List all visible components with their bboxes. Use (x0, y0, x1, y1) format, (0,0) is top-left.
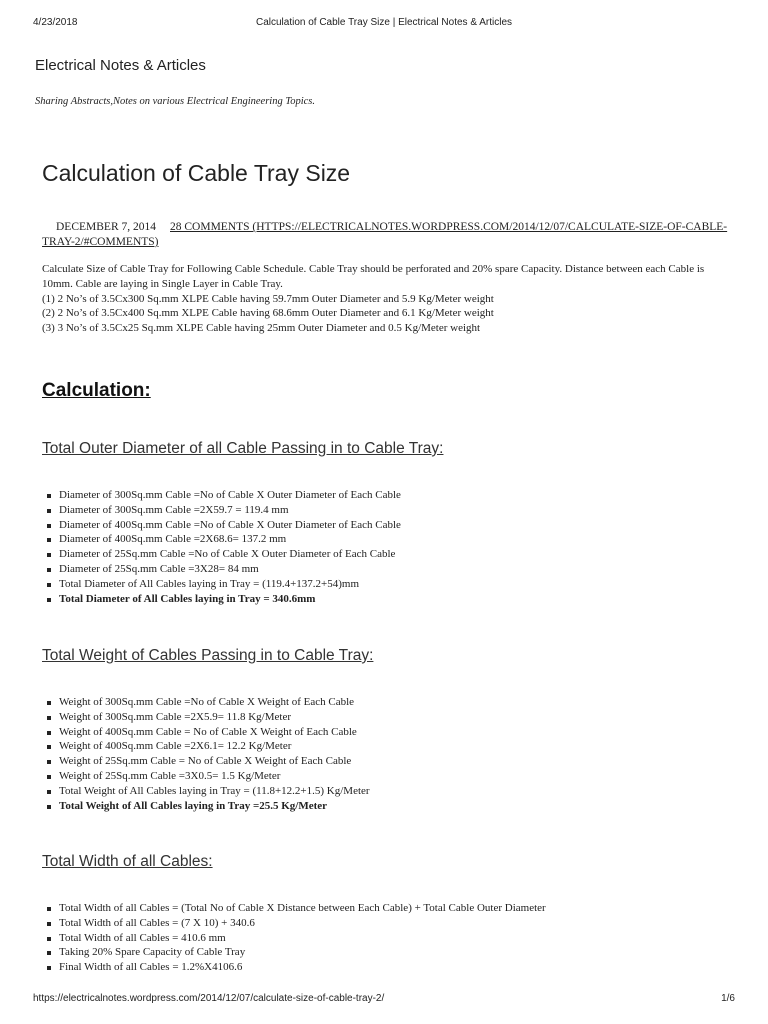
list-item: Total Diameter of All Cables laying in Tray = (119.4+137.2+54)mm (46, 577, 746, 592)
print-page-number: 1/6 (721, 993, 735, 1004)
print-url: https://electricalnotes.wordpress.com/2014/12/07/calculate-size-of-cable-tray-2/ (33, 993, 385, 1004)
intro-text: Calculate Size of Cable Tray for Following Cable Schedule. Cable Tray should be perforated and 20% spare Capacity. Distance between each Cable is 10mm. Cable are laying in Single Layer in Cable Tray. (42, 263, 705, 290)
list-item: Diameter of 300Sq.mm Cable =2X59.7 = 119.4 mm (46, 503, 746, 518)
list-item: Weight of 300Sq.mm Cable =No of Cable X Weight of Each Cable (46, 695, 746, 710)
section-title-weight: Total Weight of Cables Passing in to Cable Tray: (42, 647, 374, 664)
site-tagline: Sharing Abstracts,Notes on various Electrical Engineering Topics. (35, 96, 315, 107)
intro-cable-3: (3) 3 No’s of 3.5Cx25 Sq.mm XLPE Cable having 25mm Outer Diameter and 0.5 Kg/Meter weight (42, 322, 481, 335)
list-item-total: Total Weight of All Cables laying in Tray =25.5 Kg/Meter (46, 799, 746, 814)
diameter-list (46, 488, 746, 606)
intro-cable-2: (2) 2 No’s of 3.5Cx400 Sq.mm XLPE Cable having 68.6mm Outer Diameter and 6.1 Kg/Meter weight (42, 307, 494, 320)
list-item: Taking 20% Spare Capacity of Cable Tray (46, 945, 746, 960)
weight-list (46, 695, 746, 813)
print-page-title: Calculation of Cable Tray Size | Electrical Notes & Articles (255, 17, 513, 28)
list-item: Diameter of 400Sq.mm Cable =2X68.6= 137.2 mm (46, 532, 746, 547)
comments-link[interactable]: 28 COMMENTS (HTTPS://ELECTRICALNOTES.WORDPRESS.COM/2014/12/07/CALCULATE-SIZE-OF-CABLE-TRAY-2/#COMMENTS) (42, 221, 728, 248)
list-item: Total Width of all Cables = (7 X 10) + 340.6 (46, 916, 746, 931)
section-title-diameter: Total Outer Diameter of all Cable Passing in to Cable Tray: (42, 440, 444, 457)
post-date: DECEMBER 7, 2014 (56, 221, 156, 233)
list-item: Weight of 25Sq.mm Cable =3X0.5= 1.5 Kg/Meter (46, 769, 746, 784)
list-item: Weight of 400Sq.mm Cable = No of Cable X Weight of Each Cable (46, 725, 746, 740)
list-item: Diameter of 25Sq.mm Cable =No of Cable X Outer Diameter of Each Cable (46, 547, 746, 562)
print-date: 4/23/2018 (33, 17, 78, 28)
list-item: Weight of 400Sq.mm Cable =2X6.1= 12.2 Kg/Meter (46, 739, 746, 754)
list-item: Total Width of all Cables = (Total No of Cable X Distance between Each Cable) + Total Cable Outer Diameter (46, 901, 746, 916)
width-list (46, 901, 746, 975)
list-item: Total Weight of All Cables laying in Tray = (11.8+12.2+1.5) Kg/Meter (46, 784, 746, 799)
list-item: Final Width of all Cables = 1.2%X4106.6 (46, 960, 746, 975)
list-item: Weight of 25Sq.mm Cable = No of Cable X Weight of Each Cable (46, 754, 746, 769)
list-item: Diameter of 400Sq.mm Cable =No of Cable X Outer Diameter of Each Cable (46, 518, 746, 533)
post-title: Calculation of Cable Tray Size (42, 160, 351, 186)
section-title-width: Total Width of all Cables: (42, 853, 213, 870)
intro-cable-1: (1) 2 No’s of 3.5Cx300 Sq.mm XLPE Cable having 59.7mm Outer Diameter and 5.9 Kg/Meter weight (42, 292, 494, 305)
list-item: Diameter of 25Sq.mm Cable =3X28= 84 mm (46, 562, 746, 577)
post-meta (42, 220, 732, 250)
post-intro (42, 262, 732, 336)
list-item-total: Total Diameter of All Cables laying in Tray = 340.6mm (46, 592, 746, 607)
site-title[interactable]: Electrical Notes & Articles (35, 57, 206, 74)
list-item: Total Width of all Cables = 410.6 mm (46, 931, 746, 946)
list-item: Diameter of 300Sq.mm Cable =No of Cable X Outer Diameter of Each Cable (46, 488, 746, 503)
list-item: Weight of 300Sq.mm Cable =2X5.9= 11.8 Kg/Meter (46, 710, 746, 725)
calculation-heading: Calculation: (42, 380, 151, 401)
